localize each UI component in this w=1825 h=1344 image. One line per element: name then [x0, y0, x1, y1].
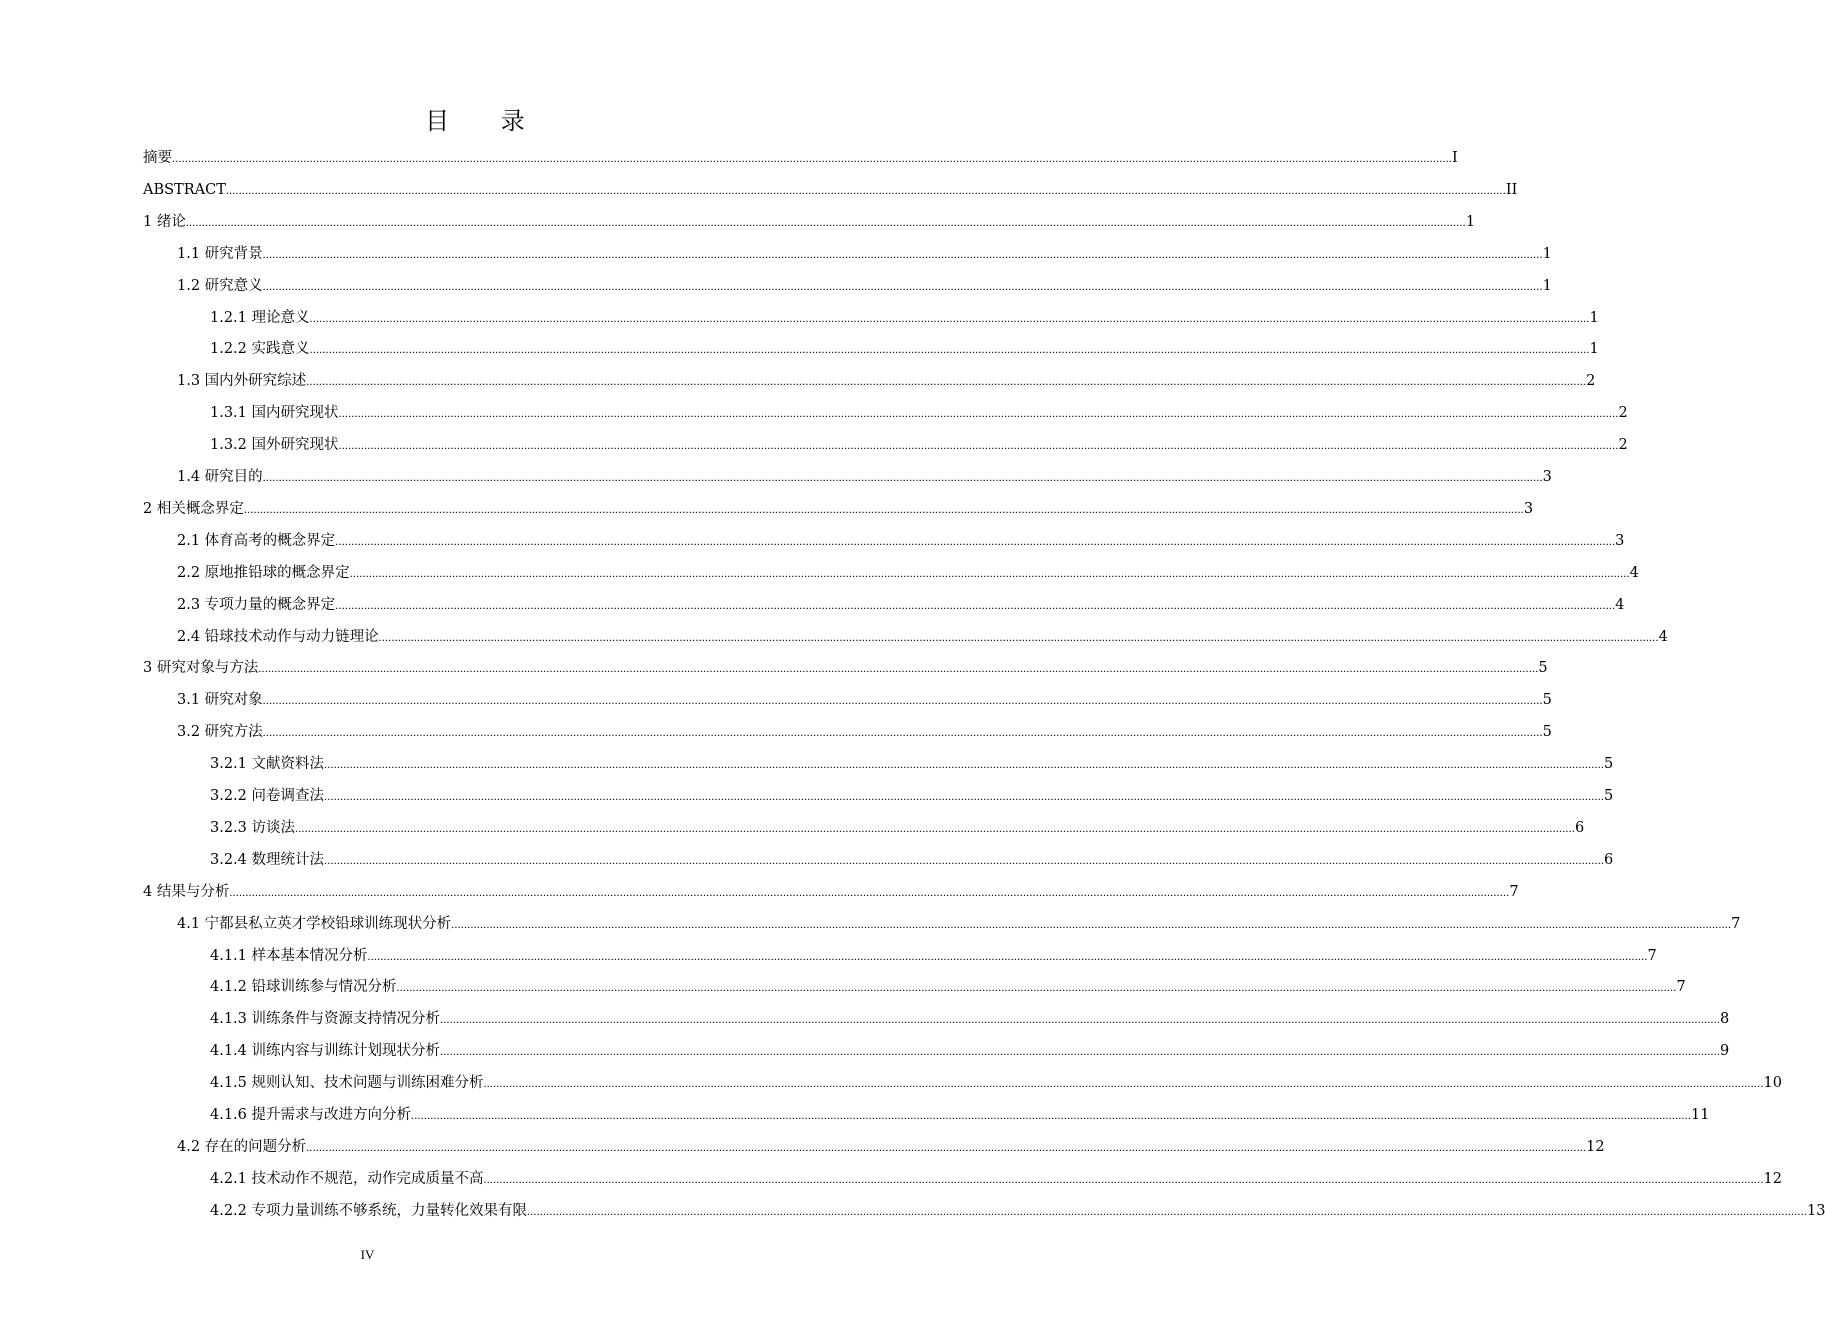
toc-entry-page-number: 2 — [1586, 373, 1596, 390]
toc-entry-label: 4.1.3 训练条件与资源支持情况分析 — [210, 1011, 441, 1028]
toc-leader-dots: ................................................................................................................................................................................................................................................................................................................................................................................................................ — [411, 1108, 1692, 1122]
toc-entry-label: 1.4 研究目的 — [177, 469, 263, 485]
toc-leader-dots: ................................................................................................................................................................................................................................................................................................................................................................................................................ — [324, 757, 1605, 772]
toc-leader-dots: ................................................................................................................................................................................................................................................................................................................................................................................................................ — [306, 374, 1587, 389]
toc-entry-page-number: 4 — [1658, 628, 1668, 645]
toc-entry-label: 4.2.2 专项力量训练不够系统，力量转化效果有限 — [210, 1202, 528, 1219]
toc-leader-dots: ................................................................................................................................................................................................................................................................................................................................................................................................................ — [324, 852, 1605, 867]
toc-entry-page-number: 1 — [1589, 341, 1599, 358]
toc-entry[interactable] — [177, 722, 1552, 742]
toc-entry-label: 4.1.2 铅球训练参与情况分析 — [210, 979, 397, 996]
toc-entry-page-number: 2 — [1618, 405, 1628, 422]
toc-entry[interactable] — [210, 339, 1599, 359]
toc-entry-label: 1.3.1 国内研究现状 — [210, 405, 339, 422]
toc-leader-dots: ................................................................................................................................................................................................................................................................................................................................................................................................................ — [440, 1012, 1721, 1027]
toc-leader-dots: ................................................................................................................................................................................................................................................................................................................................................................................................................ — [483, 1076, 1764, 1091]
toc-leader-dots: ................................................................................................................................................................................................................................................................................................................................................................................................................ — [229, 884, 1510, 899]
toc-leader-dots: ................................................................................................................................................................................................................................................................................................................................................................................................................ — [367, 948, 1648, 963]
toc-leader-dots: ................................................................................................................................................................................................................................................................................................................................................................................................................ — [306, 1139, 1587, 1154]
toc-leader-dots: ................................................................................................................................................................................................................................................................................................................................................................................................................ — [172, 151, 1452, 165]
toc-entry[interactable] — [177, 914, 1741, 934]
toc-entry-page-number: 5 — [1604, 788, 1614, 804]
toc-entry[interactable] — [177, 467, 1552, 487]
toc-entry-label: ABSTRACT — [143, 181, 226, 198]
toc-entry-page-number: 1 — [1542, 277, 1552, 294]
toc-entry[interactable] — [143, 212, 1476, 232]
toc-entry-label: 3.2 研究方法 — [177, 724, 263, 741]
toc-entry-label: 4 结果与分析 — [143, 883, 230, 900]
toc-leader-dots: ................................................................................................................................................................................................................................................................................................................................................................................................................ — [262, 693, 1543, 708]
toc-entry[interactable] — [177, 627, 1668, 647]
toc-entry-page-number: 12 — [1586, 1138, 1605, 1155]
toc-entry-label: 3 研究对象与方法 — [143, 660, 259, 677]
toc-entry[interactable] — [210, 1201, 1825, 1221]
toc-entry-page-number: 3 — [1523, 500, 1534, 517]
toc-entry[interactable] — [177, 244, 1552, 264]
toc-entry-label: 4.1 宁都县私立英才学校铅球训练现状分析 — [177, 915, 452, 932]
toc-entry[interactable] — [177, 595, 1625, 615]
toc-entry-label: 4.2.1 技术动作不规范，动作完成质量不高 — [210, 1170, 484, 1187]
toc-entry-page-number: 8 — [1720, 1011, 1730, 1028]
toc-entry-page-number: 5 — [1538, 660, 1548, 677]
toc-entry-page-number: 5 — [1542, 724, 1552, 741]
toc-entry[interactable] — [210, 977, 1686, 997]
toc-entry-label: 4.1.1 样本基本情况分析 — [210, 947, 368, 964]
toc-leader-dots: ................................................................................................................................................................................................................................................................................................................................................................................................................ — [262, 246, 1543, 261]
toc-entry[interactable] — [210, 435, 1628, 455]
toc-entry-label: 2.2 原地推铅球的概念界定 — [177, 564, 350, 581]
toc-entry-label: 3.2.2 问卷调查法 — [210, 788, 325, 804]
toc-entry-label: 4.1.5 规则认知、技术问题与训练困难分析 — [210, 1075, 484, 1092]
toc-entry-label: 1.2.1 理论意义 — [210, 309, 310, 326]
toc-entry-page-number: 5 — [1604, 756, 1614, 773]
toc-entry[interactable] — [210, 308, 1599, 328]
toc-entry[interactable] — [177, 1137, 1605, 1157]
toc-entry[interactable] — [177, 531, 1625, 551]
toc-leader-dots: ................................................................................................................................................................................................................................................................................................................................................................................................................ — [262, 725, 1543, 740]
toc-leader-dots: ................................................................................................................................................................................................................................................................................................................................................................................................................ — [262, 470, 1543, 484]
toc-entry[interactable] — [143, 658, 1548, 678]
toc-entry-label: 4.1.6 提升需求与改进方向分析 — [210, 1107, 412, 1123]
toc-entry[interactable] — [210, 1041, 1730, 1061]
toc-entry-label: 4.1.4 训练内容与训练计划现状分析 — [210, 1043, 441, 1060]
toc-entry-label: 2 相关概念界定 — [143, 500, 244, 517]
toc-entry-label: 1 绪论 — [143, 213, 186, 230]
toc-entry[interactable] — [177, 563, 1639, 583]
toc-leader-dots: ................................................................................................................................................................................................................................................................................................................................................................................................................ — [225, 182, 1506, 197]
toc-entry[interactable] — [210, 754, 1614, 774]
toc-entry-label: 2.4 铅球技术动作与动力链理论 — [177, 628, 379, 645]
toc-entry-page-number: I — [1452, 150, 1458, 166]
toc-leader-dots: ................................................................................................................................................................................................................................................................................................................................................................................................................ — [324, 789, 1605, 803]
toc-entry[interactable] — [210, 850, 1614, 870]
toc-leader-dots: ................................................................................................................................................................................................................................................................................................................................................................................................................ — [378, 629, 1659, 644]
toc-leader-dots: ................................................................................................................................................................................................................................................................................................................................................................................................................ — [335, 533, 1616, 548]
toc-entry-label: 1.2 研究意义 — [177, 277, 263, 294]
toc-entry-page-number: 1 — [1542, 245, 1552, 262]
toc-entry-page-number: 5 — [1542, 692, 1552, 709]
toc-entry-page-number: 10 — [1763, 1075, 1782, 1092]
toc-leader-dots: ................................................................................................................................................................................................................................................................................................................................................................................................................ — [295, 820, 1576, 835]
toc-entry-page-number: 3 — [1542, 469, 1552, 485]
toc-entry[interactable] — [177, 690, 1552, 710]
toc-entry-page-number: 6 — [1604, 851, 1614, 868]
toc-leader-dots: ................................................................................................................................................................................................................................................................................................................................................................................................................ — [309, 310, 1590, 325]
toc-entry-page-number: 9 — [1720, 1043, 1730, 1060]
toc-entry-label: 3.2.4 数理统计法 — [210, 851, 325, 868]
toc-entry-page-number: 1 — [1465, 213, 1476, 230]
toc-entry-label: 1.2.2 实践意义 — [210, 341, 310, 358]
toc-entry-page-number: 7 — [1647, 947, 1657, 964]
toc-entry[interactable] — [210, 1073, 1782, 1093]
toc-entry[interactable] — [210, 1169, 1782, 1189]
toc-entry[interactable] — [143, 882, 1519, 902]
page-number-footer: IV — [360, 1247, 375, 1262]
toc-entry-label: 摘要 — [143, 150, 172, 166]
toc-entry[interactable] — [210, 1105, 1710, 1125]
toc-entry[interactable] — [143, 180, 1518, 200]
toc-entry[interactable] — [210, 786, 1614, 806]
toc-leader-dots: ................................................................................................................................................................................................................................................................................................................................................................................................................ — [309, 342, 1590, 357]
toc-leader-dots: ................................................................................................................................................................................................................................................................................................................................................................................................................ — [349, 565, 1630, 580]
toc-entry-page-number: 11 — [1691, 1107, 1710, 1123]
toc-entry[interactable] — [177, 276, 1552, 296]
toc-leader-dots: ................................................................................................................................................................................................................................................................................................................................................................................................................ — [243, 501, 1524, 516]
toc-leader-dots: ................................................................................................................................................................................................................................................................................................................................................................................................................ — [483, 1171, 1764, 1186]
toc-entry-label: 1.3.2 国外研究现状 — [210, 437, 339, 454]
toc-entry[interactable] — [177, 371, 1596, 391]
toc-entry-page-number: 7 — [1731, 915, 1741, 932]
toc-entry-label: 2.3 专项力量的概念界定 — [177, 596, 336, 613]
toc-entry-label: 3.1 研究对象 — [177, 692, 263, 709]
toc-leader-dots: ................................................................................................................................................................................................................................................................................................................................................................................................................ — [262, 278, 1543, 293]
toc-entry[interactable] — [210, 1009, 1730, 1029]
toc-entry[interactable] — [143, 148, 1458, 168]
toc-title: 目 录 — [425, 107, 547, 135]
toc-entry-page-number: 2 — [1618, 437, 1628, 454]
toc-entry-page-number: II — [1505, 181, 1518, 198]
toc-entry[interactable] — [210, 946, 1657, 966]
toc-entry[interactable] — [210, 403, 1628, 423]
toc-leader-dots: ................................................................................................................................................................................................................................................................................................................................................................................................................ — [440, 1044, 1721, 1059]
toc-leader-dots: ................................................................................................................................................................................................................................................................................................................................................................................................................ — [527, 1203, 1808, 1218]
toc-entry-label: 1.3 国内外研究综述 — [177, 373, 307, 390]
toc-entry-page-number: 7 — [1676, 979, 1686, 996]
toc-leader-dots: ................................................................................................................................................................................................................................................................................................................................................................................................................ — [185, 214, 1466, 229]
toc-entry-label: 2.1 体育高考的概念界定 — [177, 532, 336, 549]
toc-leader-dots: ................................................................................................................................................................................................................................................................................................................................................................................................................ — [338, 438, 1619, 453]
toc-entry-label: 3.2.1 文献资料法 — [210, 756, 325, 773]
toc-entry-label: 3.2.3 访谈法 — [210, 819, 296, 836]
toc-entry-page-number: 4 — [1629, 564, 1639, 581]
toc-entry-page-number: 6 — [1575, 819, 1585, 836]
toc-entry-page-number: 12 — [1763, 1170, 1782, 1187]
toc-leader-dots: ................................................................................................................................................................................................................................................................................................................................................................................................................ — [338, 406, 1619, 421]
toc-entry-page-number: 4 — [1615, 596, 1625, 613]
toc-entry[interactable] — [210, 818, 1585, 838]
toc-leader-dots: ................................................................................................................................................................................................................................................................................................................................................................................................................ — [258, 661, 1539, 676]
toc-entry-page-number: 13 — [1807, 1202, 1825, 1219]
toc-entry-page-number: 3 — [1615, 532, 1625, 549]
toc-entry-page-number: 7 — [1509, 883, 1519, 900]
toc-entry-page-number: 1 — [1589, 309, 1599, 326]
toc-entry-label: 1.1 研究背景 — [177, 245, 263, 262]
toc-entry[interactable] — [143, 499, 1534, 519]
toc-leader-dots: ................................................................................................................................................................................................................................................................................................................................................................................................................ — [451, 916, 1732, 931]
toc-leader-dots: ................................................................................................................................................................................................................................................................................................................................................................................................................ — [396, 980, 1677, 995]
toc-entry-label: 4.2 存在的问题分析 — [177, 1138, 307, 1155]
toc-leader-dots: ................................................................................................................................................................................................................................................................................................................................................................................................................ — [335, 597, 1616, 612]
